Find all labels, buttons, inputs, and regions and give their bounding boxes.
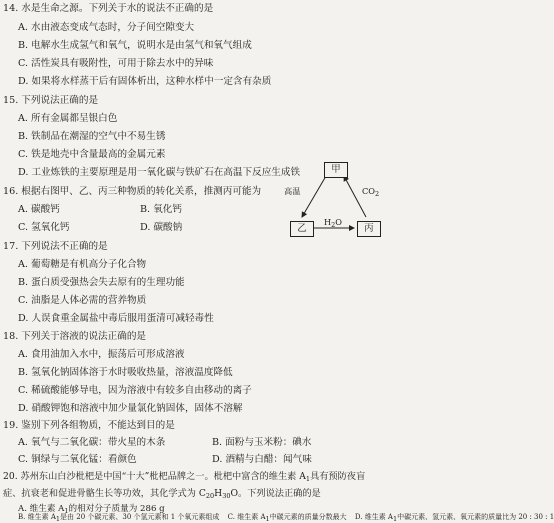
q19-option-d: D. 酒精与白醋：闻气味: [212, 454, 312, 465]
q18-option-d: D. 硝酸钾饱和溶液中加少量氯化钠固体，固体不溶解: [18, 403, 243, 414]
q16-option-a: A. 碳酸钙: [18, 204, 60, 215]
q20-option-c: C. 维生素 A1中碳元素的质量分数最大: [227, 513, 347, 523]
q16-option-d: D. 碳酸钠: [140, 222, 183, 233]
arrow-jia-to-yi: [302, 176, 326, 217]
q18-stem: 18. 下列关于溶液的说法正确的是: [3, 331, 147, 342]
q20-stem-line1: 20. 苏州东山白沙枇杷是中国“十大”枇杷品牌之一。枇杷中富含的维生素 $A_1$具有预防夜盲: [3, 471, 366, 483]
q15-option-d: D. 工业炼铁的主要原理是用一氧化碳与铁矿石在高温下反应生成铁: [18, 167, 301, 178]
q18-option-a: A. 食用油加入水中，振荡后可形成溶液: [18, 349, 185, 360]
q14-option-c: C. 活性炭具有吸附性，可用于除去水中的异味: [18, 58, 214, 69]
node-yi: 乙: [290, 221, 314, 237]
q18-option-b: B. 氢氧化钠固体溶于水时吸收热量，溶液温度降低: [18, 367, 233, 378]
q20-option-a: A. 维生素 $A_1$的相对分子质量为 286 g: [18, 504, 165, 515]
q19-option-b: B. 面粉与玉米粉：碘水: [212, 437, 312, 448]
q14-stem: 14. 水是生命之源。下列关于水的说法不正确的是: [3, 3, 214, 14]
label-co2: $CO_2$: [362, 186, 380, 198]
q15-option-c: C. 铁是地壳中含量最高的金属元素: [18, 149, 166, 160]
q17-option-a: A. 葡萄糖是有机高分子化合物: [18, 259, 147, 270]
q18-option-c: C. 稀硫酸能够导电，因为溶液中有较多自由移动的离子: [18, 385, 252, 396]
q20-stem-line2: 症、抗衰老和促进骨骼生长等功效，其化学式为 $C_{20}H_{30}O$。下列说法正确的是: [3, 488, 321, 500]
q16-option-b: B. 氧化钙: [140, 204, 182, 215]
label-gaowen: 高温: [284, 186, 301, 196]
q14-option-a: A. 水由液态变成气态时，分子间空隙变大: [18, 22, 195, 33]
q19-stem: 19. 鉴别下列各组物质，不能达到目的是: [3, 420, 175, 431]
q19-option-c: C. 铜绿与二氧化锰：看颜色: [18, 454, 137, 465]
q19-option-a: A. 氧气与二氧化碳：带火星的木条: [18, 437, 166, 448]
q17-option-d: D. 人误食重金属盐中毒后服用蛋清可减轻毒性: [18, 313, 214, 324]
q15-stem: 15. 下列说法正确的是: [3, 95, 99, 106]
node-bing: 丙: [357, 221, 381, 237]
q20-option-d: D. 维生素 A1中碳元素、氢元素、氧元素的质量比为 20 : 30 : 1: [354, 513, 554, 523]
q14-option-b: B. 电解水生成氢气和氧气，说明水是由氢气和氧气组成: [18, 40, 252, 51]
label-h2o: $H_2O$: [324, 217, 342, 229]
q15-option-a: A. 所有金属都呈银白色: [18, 113, 118, 124]
q16-option-c: C. 氢氧化钙: [18, 222, 70, 233]
q20-option-b: B. 维生素 A1是由 20 个碳元素、30 个氢元素和 1 个氧元素组成: [18, 513, 220, 523]
q16-conversion-diagram: [280, 161, 392, 239]
q16-stem: 16. 根据右图甲、乙、丙三种物质的转化关系，推测丙可能为: [3, 186, 262, 197]
q14-option-d: D. 如果将水样蒸干后有固体析出，这种水样中一定含有杂质: [18, 76, 272, 87]
q20-more-options: [18, 513, 554, 523]
q17-option-c: C. 油脂是人体必需的营养物质: [18, 295, 147, 306]
node-jia: 甲: [324, 162, 348, 178]
q17-option-b: B. 蛋白质受强热会失去原有的生理功能: [18, 277, 185, 288]
q15-option-b: B. 铁制品在潮湿的空气中不易生锈: [18, 131, 166, 142]
q17-stem: 17. 下列说法不正确的是: [3, 241, 108, 252]
